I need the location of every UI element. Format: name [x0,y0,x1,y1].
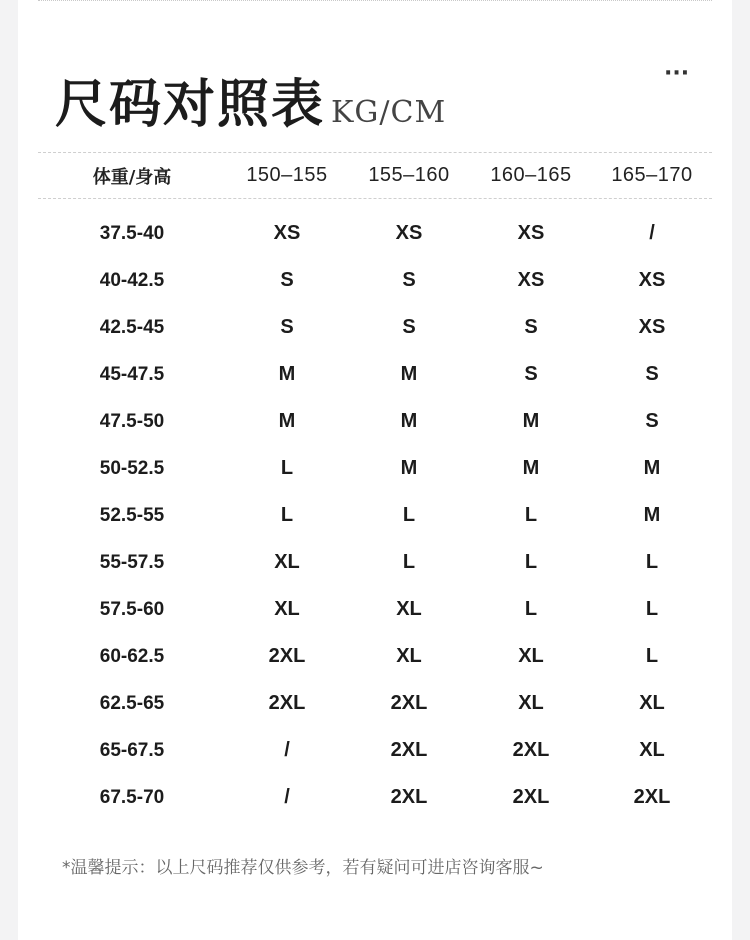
weight-range-cell: 37.5-40 [99,222,165,244]
size-cell: M [400,363,418,385]
size-cell: M [278,363,296,385]
size-cell: L [402,504,416,526]
weight-range-cell: 45-47.5 [99,363,165,385]
size-cell: 2XL [268,692,306,714]
size-cell: XS [395,222,423,244]
table-row [38,398,712,445]
size-cell: 2XL [390,786,428,808]
title-row [55,62,447,135]
size-cell: L [402,551,416,573]
weight-range-cell: 52.5-55 [99,504,165,526]
table-row [38,727,712,774]
size-cell: L [645,645,659,667]
size-cell: XL [639,739,665,761]
size-cell: / [649,222,655,244]
header-bottom-divider [38,198,712,199]
size-cell: S [402,269,416,291]
size-cell: S [645,410,659,432]
header-155-160: 155–160 [368,164,450,186]
size-cell: XS [638,316,666,338]
weight-range-cell: 62.5-65 [99,692,165,714]
weight-range-cell: 55-57.5 [99,551,165,573]
size-cell: XL [639,692,665,714]
more-icon[interactable]: ··· [664,61,690,86]
size-cell: / [284,739,290,761]
weight-range-cell: 40-42.5 [99,269,165,291]
size-cell: XL [274,551,300,573]
table-row [38,445,712,492]
size-cell: 2XL [268,645,306,667]
size-cell: L [524,598,538,620]
size-cell: L [524,504,538,526]
size-cell: 2XL [512,739,550,761]
size-cell: S [524,363,538,385]
size-cell: S [402,316,416,338]
weight-range-cell: 47.5-50 [99,410,165,432]
table-body [38,210,712,821]
size-cell: M [643,457,661,479]
size-cell: S [280,316,294,338]
size-cell: XS [638,269,666,291]
size-cell: 2XL [633,786,671,808]
weight-range-cell: 50-52.5 [99,457,165,479]
size-cell: L [645,598,659,620]
top-divider [38,0,712,1]
size-cell: XL [396,598,422,620]
size-cell: XL [518,692,544,714]
size-cell: 2XL [390,739,428,761]
weight-range-cell: 60-62.5 [99,645,165,667]
table-row [38,774,712,821]
size-cell: 2XL [390,692,428,714]
size-cell: S [524,316,538,338]
table-row [38,633,712,680]
size-cell: 2XL [512,786,550,808]
size-cell: L [280,457,294,479]
table-row [38,586,712,633]
size-cell: XL [396,645,422,667]
size-cell: M [400,457,418,479]
size-cell: M [278,410,296,432]
page-title: 尺码对照表 [55,75,326,135]
tip-note: *温馨提示：以上尺码推荐仅供参考，若有疑问可进店咨询客服~ [62,858,544,878]
header-160-165: 160–165 [490,164,572,186]
size-cell: XS [273,222,301,244]
size-cell: M [643,504,661,526]
weight-range-cell: 57.5-60 [99,598,165,620]
size-cell: L [280,504,294,526]
header-165-170: 165–170 [611,164,693,186]
size-cell: / [284,786,290,808]
size-cell: S [645,363,659,385]
table-header [38,153,712,198]
weight-range-cell: 67.5-70 [99,786,165,808]
size-cell: M [522,410,540,432]
table-row [38,210,712,257]
size-cell: S [280,269,294,291]
header-150-155: 150–155 [246,164,328,186]
table-row [38,539,712,586]
weight-range-cell: 65-67.5 [99,739,165,761]
size-cell: L [524,551,538,573]
table-row [38,304,712,351]
size-cell: M [400,410,418,432]
size-cell: XL [274,598,300,620]
size-cell: L [645,551,659,573]
weight-range-cell: 42.5-45 [99,316,165,338]
table-row [38,351,712,398]
size-cell: M [522,457,540,479]
size-cell: XS [517,222,545,244]
table-row [38,257,712,304]
table-row [38,492,712,539]
unit-label: KG/CM [331,95,447,130]
size-cell: XS [517,269,545,291]
header-weight-height: 体重/身高 [92,166,172,188]
table-row [38,680,712,727]
size-cell: XL [518,645,544,667]
